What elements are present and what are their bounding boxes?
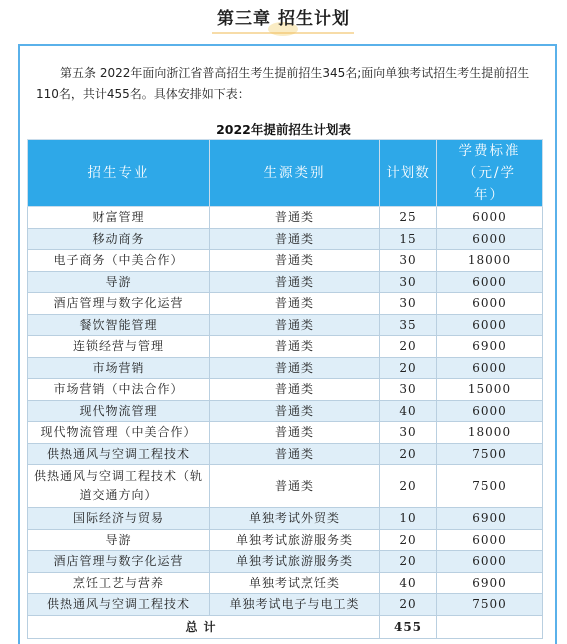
table-row <box>28 357 543 379</box>
table-row <box>28 422 543 444</box>
intro-paragraph: 第五条 2022年面向浙江省普高招生考生提前招生345名;面向单独考试招生考生提前招生110名，共计455名。具体安排如下表： <box>36 66 530 101</box>
table-title: 2022年提前招生计划表 <box>216 122 351 137</box>
cell-source: 普通类 <box>210 271 380 293</box>
cell-source: 普通类 <box>210 207 380 229</box>
cell-major: 酒店管理与数字化运营 <box>28 551 210 573</box>
cell-count: 20 <box>380 443 437 465</box>
cell-major: 现代物流管理（中美合作） <box>28 422 210 444</box>
table-row <box>28 508 543 530</box>
cell-source: 普通类 <box>210 379 380 401</box>
cell-major: 电子商务（中美合作） <box>28 250 210 272</box>
cell-fee: 6000 <box>437 400 543 422</box>
cell-major: 餐饮智能管理 <box>28 314 210 336</box>
cell-count: 30 <box>380 271 437 293</box>
cell-fee: 6000 <box>437 293 543 315</box>
table-body <box>28 207 543 639</box>
header-fee <box>437 140 543 207</box>
cell-source: 单独考试旅游服务类 <box>210 529 380 551</box>
cell-fee: 6000 <box>437 314 543 336</box>
cell-count: 20 <box>380 594 437 616</box>
table-row <box>28 551 543 573</box>
cell-count: 40 <box>380 572 437 594</box>
header-fee-label: 学费标准（元/学年） <box>458 143 521 203</box>
cell-source: 单独考试烹饪类 <box>210 572 380 594</box>
table-row <box>28 207 543 229</box>
table-row <box>28 529 543 551</box>
cell-major: 市场营销（中法合作） <box>28 379 210 401</box>
cell-source: 普通类 <box>210 250 380 272</box>
cell-source: 普通类 <box>210 357 380 379</box>
cell-fee: 7500 <box>437 465 543 508</box>
enrollment-plan-table <box>27 139 543 639</box>
cell-source: 普通类 <box>210 228 380 250</box>
cell-source: 单独考试外贸类 <box>210 508 380 530</box>
cell-fee: 15000 <box>437 379 543 401</box>
cell-major: 供热通风与空调工程技术 <box>28 443 210 465</box>
table-row <box>28 400 543 422</box>
frame-edge <box>18 625 20 644</box>
cell-count: 15 <box>380 228 437 250</box>
cell-count: 30 <box>380 250 437 272</box>
total-row <box>28 615 543 638</box>
cell-count: 40 <box>380 400 437 422</box>
table-row <box>28 572 543 594</box>
table-row <box>28 594 543 616</box>
table-row <box>28 271 543 293</box>
cell-count: 10 <box>380 508 437 530</box>
cell-major: 移动商务 <box>28 228 210 250</box>
cell-major: 国际经济与贸易 <box>28 508 210 530</box>
cell-count: 20 <box>380 529 437 551</box>
cell-count: 30 <box>380 422 437 444</box>
cell-count: 30 <box>380 379 437 401</box>
cell-count: 20 <box>380 465 437 508</box>
cell-fee: 6000 <box>437 551 543 573</box>
cell-source: 单独考试电子与电工类 <box>210 594 380 616</box>
cell-source: 普通类 <box>210 400 380 422</box>
cell-fee: 6000 <box>437 207 543 229</box>
total-fee-empty <box>437 615 543 638</box>
cell-source: 普通类 <box>210 293 380 315</box>
table-row <box>28 293 543 315</box>
cell-count: 20 <box>380 551 437 573</box>
cell-fee: 6900 <box>437 572 543 594</box>
cell-major: 烹饪工艺与营养 <box>28 572 210 594</box>
cell-count: 25 <box>380 207 437 229</box>
chapter-title: 第三章 招生计划 <box>217 9 350 29</box>
cell-source: 普通类 <box>210 465 380 508</box>
cell-source: 单独考试旅游服务类 <box>210 551 380 573</box>
cell-fee: 6900 <box>437 336 543 358</box>
cell-major: 财富管理 <box>28 207 210 229</box>
total-count: 455 <box>380 615 437 638</box>
cell-fee: 18000 <box>437 250 543 272</box>
cell-source: 普通类 <box>210 314 380 336</box>
table-row <box>28 465 543 508</box>
table-row <box>28 336 543 358</box>
cell-major: 市场营销 <box>28 357 210 379</box>
header-major: 招生专业 <box>28 140 210 207</box>
cell-source: 普通类 <box>210 422 380 444</box>
table-row <box>28 443 543 465</box>
cell-count: 20 <box>380 357 437 379</box>
cell-fee: 7500 <box>437 594 543 616</box>
cell-major: 供热通风与空调工程技术（轨道交通方向） <box>28 465 210 508</box>
cell-major: 导游 <box>28 529 210 551</box>
cell-fee: 6000 <box>437 271 543 293</box>
total-label: 总计 <box>28 615 380 638</box>
table-row <box>28 228 543 250</box>
cell-major: 供热通风与空调工程技术 <box>28 594 210 616</box>
cell-count: 30 <box>380 293 437 315</box>
table-row <box>28 314 543 336</box>
header-source: 生源类别 <box>210 140 380 207</box>
header-count: 计划数 <box>380 140 437 207</box>
table-row <box>28 250 543 272</box>
cell-fee: 6900 <box>437 508 543 530</box>
cell-fee: 18000 <box>437 422 543 444</box>
cell-count: 35 <box>380 314 437 336</box>
table-row <box>28 379 543 401</box>
cell-fee: 6000 <box>437 228 543 250</box>
cell-major: 酒店管理与数字化运营 <box>28 293 210 315</box>
cell-count: 20 <box>380 336 437 358</box>
cell-fee: 6000 <box>437 529 543 551</box>
cell-major: 导游 <box>28 271 210 293</box>
cell-source: 普通类 <box>210 443 380 465</box>
cell-fee: 6000 <box>437 357 543 379</box>
cell-fee: 7500 <box>437 443 543 465</box>
title-underline <box>212 32 354 34</box>
cell-source: 普通类 <box>210 336 380 358</box>
cell-major: 现代物流管理 <box>28 400 210 422</box>
cell-major: 连锁经营与管理 <box>28 336 210 358</box>
table-header-row <box>28 140 543 207</box>
